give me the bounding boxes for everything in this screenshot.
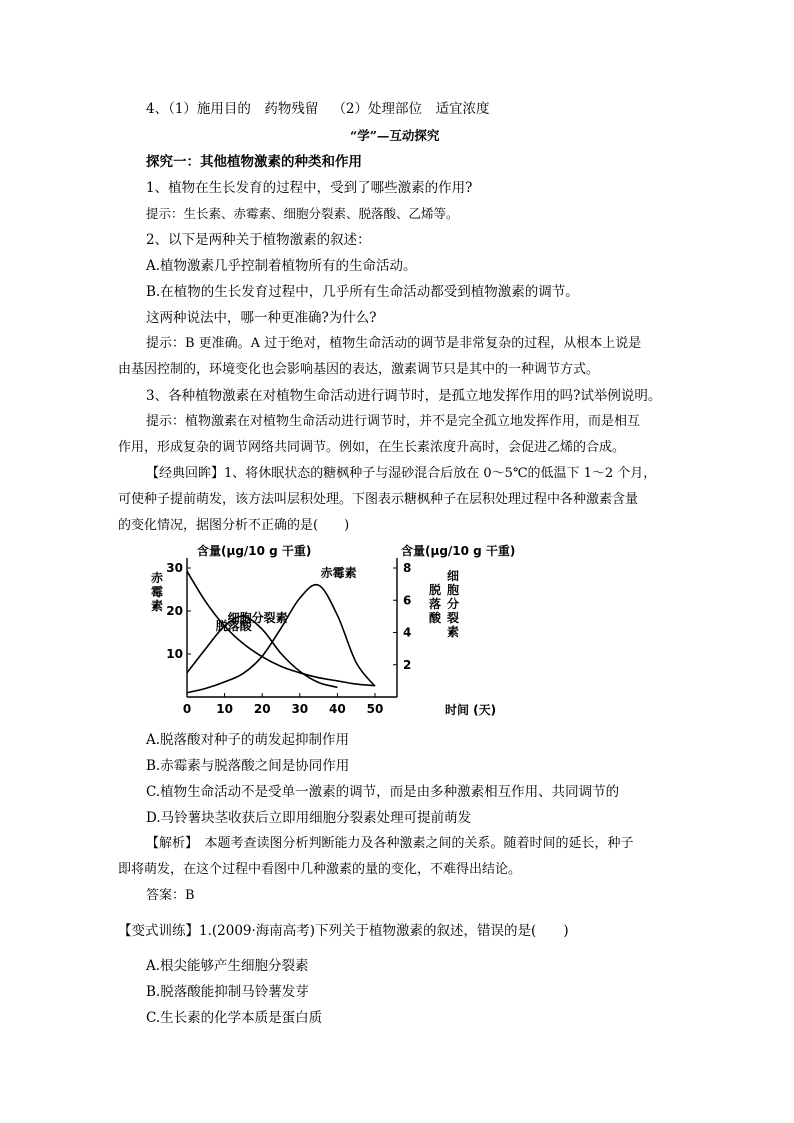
right-side-label-abscisic-char: 落: [428, 597, 442, 611]
question-2-option-b: B.在植物的生长发育过程中，几乎所有生命活动都受到植物激素的调节。: [146, 284, 579, 300]
classic-line-3: 的变化情况，据图分析不正确的是( ): [118, 518, 350, 533]
right-axis-title: 含量(μg/10 g 干重): [401, 544, 516, 558]
series-label: 脱落酸: [215, 618, 252, 633]
right-side-label-cytokinin-char: 素: [446, 625, 460, 639]
x-tick-label: 0: [182, 702, 192, 716]
left-tick-label: 20: [166, 604, 183, 618]
series-label: 细胞分裂素: [227, 611, 288, 626]
question-2-option-a: A.植物激素几乎控制着植物所有的生命活动。: [146, 258, 417, 274]
classic-option-c: C.植物生命活动不是受单一激素的调节，而是由多种激素相互作用、共同调节的: [146, 784, 620, 800]
x-tick-label: 10: [216, 702, 233, 716]
right-tick-label: 2: [403, 657, 412, 672]
right-side-label-cytokinin-char: 分: [446, 597, 460, 611]
left-side-label: [151, 570, 164, 613]
right-side-label-cytokinin-char: 细: [446, 569, 460, 583]
hint-3-line-2: 作用，形成复杂的调节网络共同调节。例如，在生长素浓度升高时，会促进乙烯的合成。: [118, 440, 626, 455]
hint-1: 提示：生长素、赤霉素、细胞分裂素、脱落酸、乙烯等。: [146, 206, 459, 221]
variant-option-c: C.生长素的化学本质是蛋白质: [146, 1010, 323, 1026]
variant-question: 【变式训练】1.(2009·海南高考)下列关于植物激素的叙述，错误的是( ): [118, 923, 569, 939]
left-side-label-char: 赤: [150, 571, 164, 585]
x-tick-label: 20: [253, 702, 271, 716]
section-title: “学”—互动探究: [350, 128, 440, 143]
right-side-label-abscisic-char: 脱: [428, 583, 442, 597]
right-side-label-cytokinin-char: 裂: [446, 611, 460, 625]
analysis-line-1: 【解析】 本题考查读图分析判断能力及各种激素之间的关系。随着时间的延长，种子: [146, 836, 634, 851]
hormone-content-chart: [145, 540, 525, 720]
x-tick-label: 40: [329, 702, 346, 716]
left-axis-title: 含量(μg/10 g 干重): [197, 544, 312, 558]
right-tick-label: 6: [403, 593, 412, 608]
answer: 答案：B: [146, 888, 195, 903]
classic-option-b: B.赤霉素与脱落酸之间是协同作用: [146, 758, 350, 774]
series-label: 赤霉素: [320, 566, 357, 581]
right-side-label-abscisic-char: 酸: [428, 611, 442, 625]
question-3: 3、各种植物激素在对植物生命活动进行调节时，是孤立地发挥作用的吗?试举例说明。: [146, 388, 662, 404]
classic-line-1: 【经典回眸】1、将休眠状态的糖枫种子与湿砂混合后放在 0～5℃的低温下 1～2 个月，: [146, 466, 657, 481]
x-axis-label: 时间 (天): [445, 703, 497, 717]
classic-option-d: D.马铃薯块茎收获后立即用细胞分裂素处理可提前萌发: [146, 810, 472, 826]
classic-option-a: A.脱落酸对种子的萌发起抑制作用: [146, 732, 350, 748]
hint-3-line-1: 提示：植物激素在对植物生命活动进行调节时，并不是完全孤立地发挥作用，而是相互: [146, 414, 641, 429]
right-tick-label: 8: [403, 561, 412, 575]
left-side-label-char: 霉: [150, 585, 164, 599]
left-side-label-char: 素: [150, 599, 164, 613]
hint-2-line-1: 提示：B 更准确。A 过于绝对，植物生命活动的调节是非常复杂的过程，从根本上说是: [146, 336, 642, 351]
x-tick-label: 30: [291, 702, 309, 716]
right-side-label-cytokinin-char: 胞: [446, 583, 460, 597]
variant-option-a: A.根尖能够产生细胞分裂素: [146, 958, 309, 974]
right-side-label-cytokinin: [447, 568, 459, 639]
answer-line: 4、（1）施用目的 药物残留 （2）处理部位 适宜浓度: [146, 101, 490, 117]
exploration-heading: 探究一：其他植物激素的种类和作用: [146, 154, 362, 170]
variant-option-b: B.脱落酸能抑制马铃薯发芽: [146, 984, 309, 1000]
x-tick-label: 50: [366, 702, 384, 716]
analysis-line-2: 即将萌发，在这个过程中看图中几种激素的量的变化，不难得出结论。: [118, 862, 522, 877]
left-tick-label: 30: [166, 561, 183, 575]
left-tick-label: 10: [166, 647, 183, 661]
series-line-赤霉素: [187, 585, 375, 693]
hint-2-line-2: 由基因控制的，环境变化也会影响基因的表达，激素调节只是其中的一种调节方式。: [118, 362, 600, 377]
right-side-label-abscisic: [429, 582, 442, 625]
right-tick-label: 4: [403, 625, 412, 640]
question-1: 1、植物在生长发育的过程中，受到了哪些激素的作用?: [146, 180, 473, 196]
classic-line-2: 可使种子提前萌发，该方法叫层积处理。下图表示糖枫种子在层积处理过程中各种激素含量: [118, 492, 639, 507]
question-2-ask: 这两种说法中，哪一种更准确?为什么?: [146, 310, 377, 326]
question-2: 2、以下是两种关于植物激素的叙述：: [146, 232, 371, 248]
